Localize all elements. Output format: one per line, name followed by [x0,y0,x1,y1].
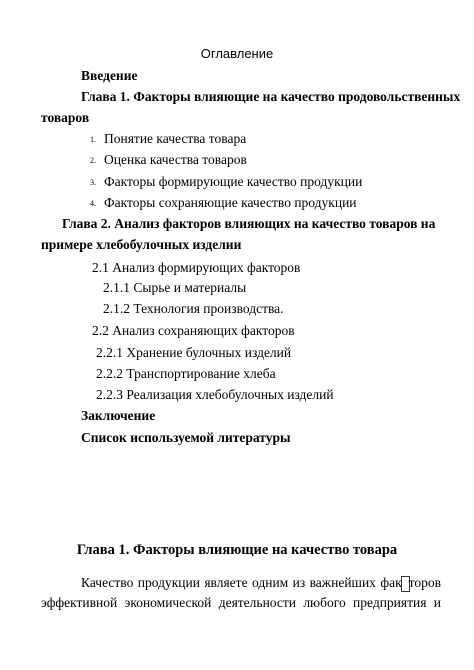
list-item-label: Понятие качества товара [104,131,247,146]
list-number: 2. [90,156,96,166]
toc-list-item [90,194,357,212]
toc-references: Список используемой литературы [81,430,291,445]
toc-chapter2-line2: примере хлебобулочных изделии [41,237,242,252]
toc-subsection: 2.2.3 Реализация хлебобулочных изделий [96,387,334,402]
toc-subsection: 2.1.2 Технология производства. [103,301,284,316]
list-item-label: Оценка качества товаров [104,152,247,167]
list-number: 1. [90,135,96,145]
paragraph-text: Качество продукции являете одним из важнейших фак [81,575,402,590]
toc-subsection: 2.2.1 Хранение булочных изделий [96,345,292,360]
toc-list-item [90,130,246,148]
chapter-heading: Глава 1. Факторы влияющие на качество товара [76,542,398,558]
toc-subsection: 2.2.2 Транспортирование хлеба [96,366,276,381]
body-paragraph-line: эффективной экономической деятельности любого предприятия и [41,595,441,610]
toc-chapter1-line2: товаров [41,110,90,125]
toc-intro: Введение [81,68,138,83]
toc-subsection: 2.1.1 Сырье и материалы [103,280,247,295]
list-item-label: Факторы сохраняющие качество продукции [104,195,357,210]
list-number: 4. [90,199,96,209]
toc-title: Оглавление [200,46,274,61]
toc-chapter2-line1: Глава 2. Анализ факторов влияющих на качество товаров на [62,216,436,231]
toc-list-item [90,151,247,169]
toc-conclusion: Заключение [81,408,156,423]
list-number: 3. [90,178,96,188]
toc-subsection: 2.2 Анализ сохраняющих факторов [92,323,295,338]
body-paragraph-line [41,574,441,592]
toc-chapter1-line1: Глава 1. Факторы влияющие на качество продовольственных [81,89,461,104]
toc-list-item [90,173,362,191]
toc-subsection: 2.1 Анализ формирующих факторов [92,260,301,275]
paragraph-text: торов [408,575,441,590]
list-item-label: Факторы формирующие качество продукции [104,174,363,189]
